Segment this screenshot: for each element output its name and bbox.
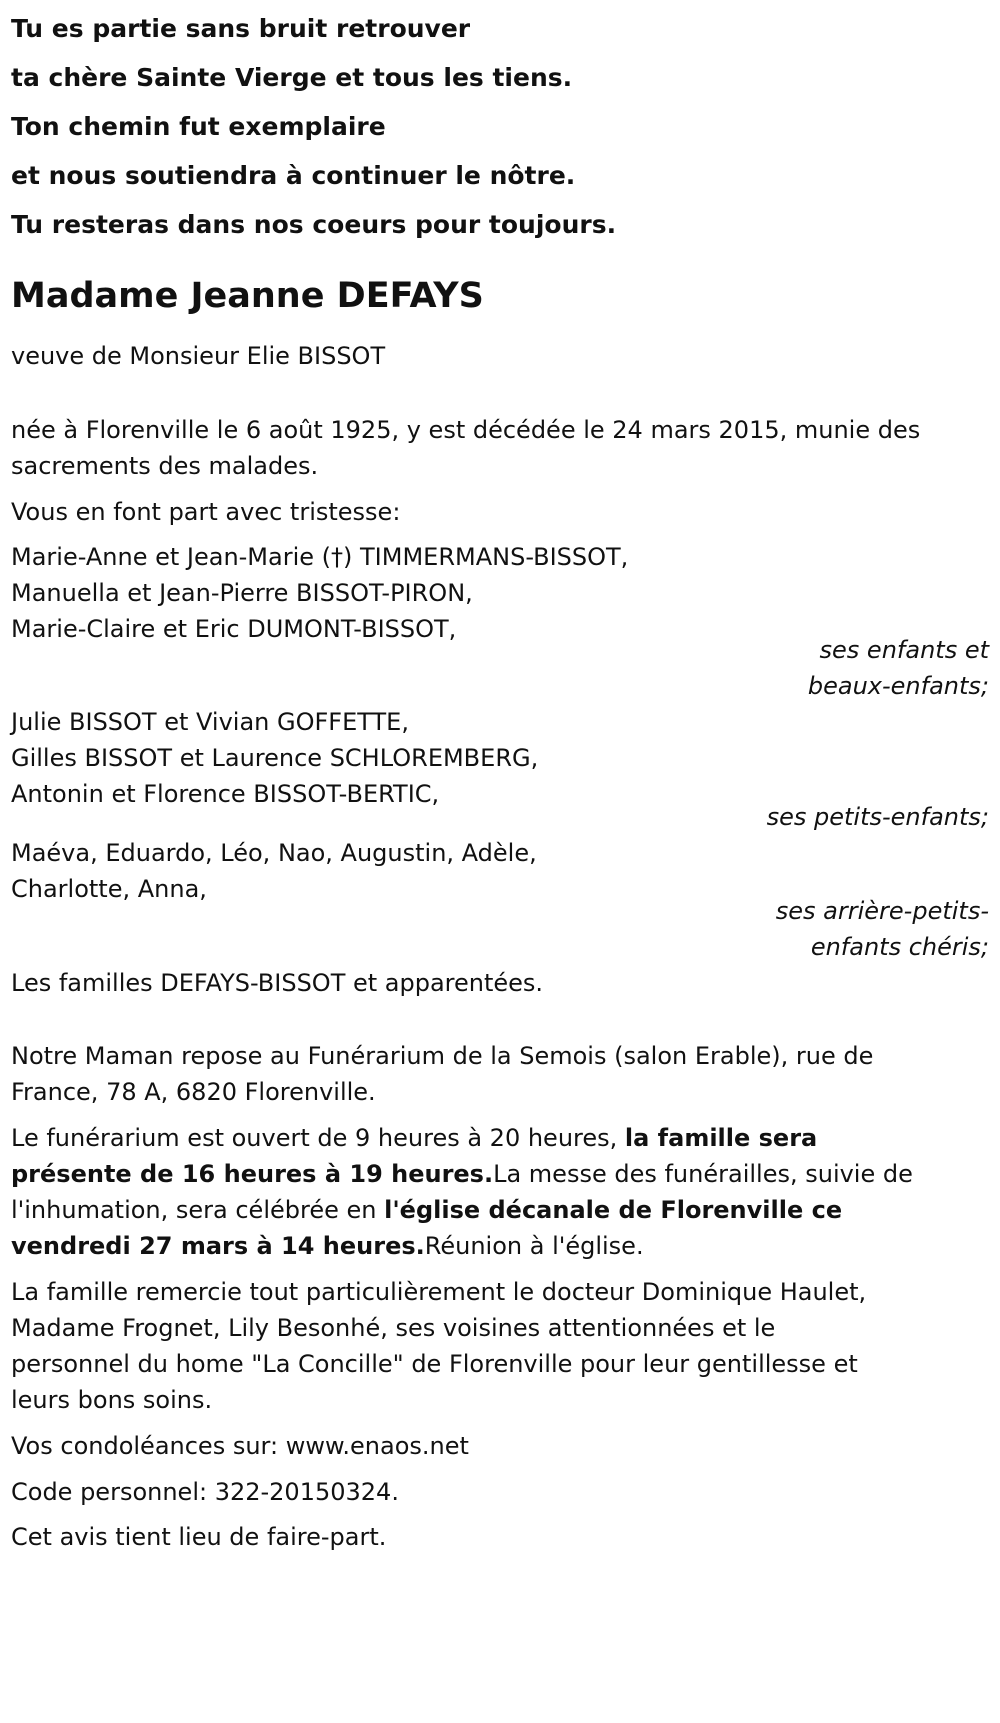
funeral-text: Le funérarium est ouvert de 9 heures à 20 heures, (11, 1124, 625, 1152)
children-label-1: ses enfants et (819, 636, 989, 664)
announcement-intro: Vous en font part avec tristesse: (11, 498, 401, 526)
poem-line: et nous soutiendra à continuer le nôtre. (11, 161, 576, 190)
rest-place-line-2: France, 78 A, 6820 Florenville. (11, 1078, 376, 1106)
condolences-line: Vos condoléances sur: www.enaos.net (11, 1432, 469, 1460)
thanks-line: La famille remercie tout particulièrement le docteur Dominique Haulet, (11, 1278, 867, 1306)
funeral-line-1 (11, 1118, 991, 1158)
grandchild-name: Antonin et Florence BISSOT-BERTIC, (11, 780, 440, 808)
great-grandchildren-label-1: ses arrière-petits- (775, 897, 989, 925)
funeral-text: l'inhumation, sera célébrée en (11, 1196, 385, 1224)
child-name: Marie-Claire et Eric DUMONT-BISSOT, (11, 615, 457, 643)
rest-place-line-1: Notre Maman repose au Funérarium de la Semois (salon Erable), rue de (11, 1042, 874, 1070)
deceased-name: Madame Jeanne DEFAYS (11, 276, 484, 316)
poem-line: Tu es partie sans bruit retrouver (11, 14, 471, 43)
personal-code: Code personnel: 322-20150324. (11, 1478, 399, 1506)
children-label-2: beaux-enfants; (807, 672, 989, 700)
funeral-text-bold: vendredi 27 mars à 14 heures. (11, 1232, 425, 1260)
funeral-line-2 (11, 1154, 991, 1194)
funeral-text-bold: l'église décanale de Florenville ce (384, 1196, 843, 1224)
grandchildren-label: ses petits-enfants; (766, 803, 989, 831)
great-grandchild-names: Charlotte, Anna, (11, 875, 207, 903)
funeral-text-bold: présente de 16 heures à 19 heures. (11, 1160, 494, 1188)
funeral-text-bold: la famille sera (624, 1124, 818, 1152)
funeral-text: La messe des funérailles, suivie de (493, 1160, 913, 1188)
thanks-line: Madame Frognet, Lily Besonhé, ses voisines attentionnées et le (11, 1314, 776, 1342)
poem-line: Ton chemin fut exemplaire (11, 112, 386, 141)
spouse-line: veuve de Monsieur Elie BISSOT (11, 342, 386, 370)
funeral-line-3 (11, 1190, 991, 1230)
closing-line: Cet avis tient lieu de faire-part. (11, 1523, 387, 1551)
great-grandchild-names: Maéva, Eduardo, Léo, Nao, Augustin, Adèle, (11, 839, 537, 867)
great-grandchildren-label-2: enfants chéris; (810, 933, 989, 961)
poem (11, 4, 971, 249)
poem-line: Tu resteras dans nos coeurs pour toujours. (11, 210, 617, 239)
funeral-text: Réunion à l'église. (424, 1232, 644, 1260)
thanks-line: personnel du home "La Concille" de Florenville pour leur gentillesse et (11, 1350, 858, 1378)
grandchild-name: Gilles BISSOT et Laurence SCHLOREMBERG, (11, 744, 539, 772)
birth-death-line-2: sacrements des malades. (11, 452, 319, 480)
families-line: Les familles DEFAYS-BISSOT et apparentées. (11, 969, 544, 997)
funeral-line-4 (11, 1226, 991, 1266)
child-name: Manuella et Jean-Pierre BISSOT-PIRON, (11, 579, 473, 607)
child-name: Marie-Anne et Jean-Marie (†) TIMMERMANS-BISSOT, (11, 543, 629, 571)
thanks-line: leurs bons soins. (11, 1386, 213, 1414)
poem-line: ta chère Sainte Vierge et tous les tiens. (11, 63, 573, 92)
birth-death-line-1: née à Florenville le 6 août 1925, y est décédée le 24 mars 2015, munie des (11, 416, 921, 444)
grandchild-name: Julie BISSOT et Vivian GOFFETTE, (11, 708, 409, 736)
